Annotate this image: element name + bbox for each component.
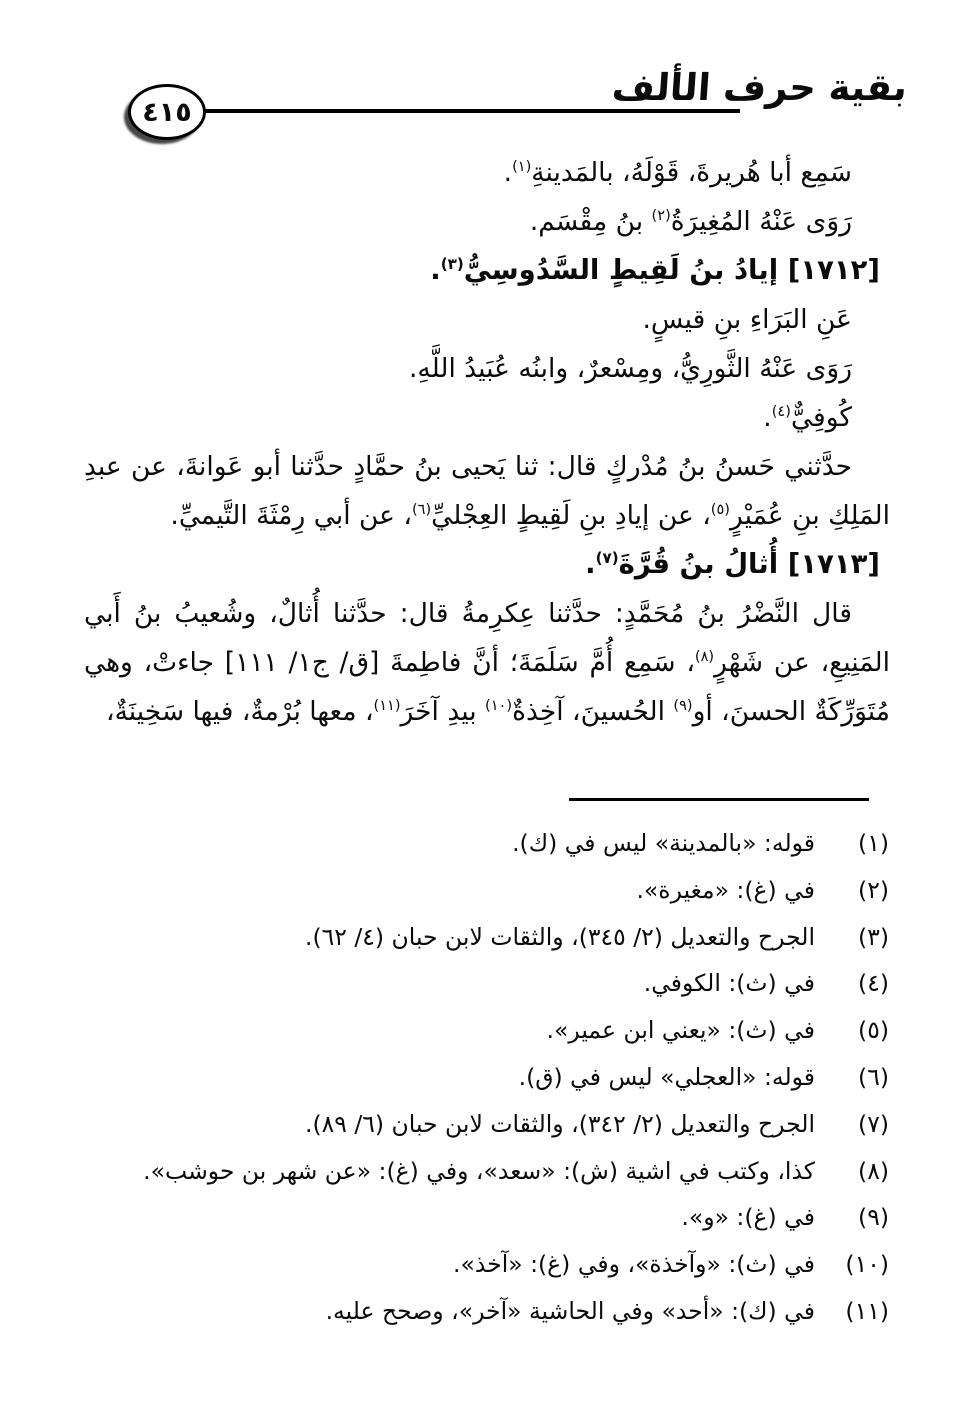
footnote-number: (١٠) (845, 1250, 889, 1279)
body-paragraph (84, 148, 890, 197)
text-run: ، عن أبي رِمْثَةَ التَّيميِّ. (170, 500, 412, 531)
text-run: [١٧١٢] إيادُ بنُ لَقِيطٍ السَّدُوسِيُّ (463, 254, 880, 286)
footnote-item (95, 914, 889, 961)
footnote-text: الجرح والتعديل (٢/ ٣٤٢)، والثقات لابن حبان (٦/ ٨٩). (304, 1109, 815, 1138)
page-number: ٤١٥ (142, 96, 192, 128)
footnote-ref: (٩) (673, 697, 693, 715)
footnote-number: (٤) (858, 969, 889, 998)
footnote-number: (٦) (858, 1062, 889, 1091)
footnote-ref: (١٠) (485, 697, 513, 715)
text-run: رَوَى عَنْهُ الثَّورِيُّ، ومِسْعرٌ، وابنُه عُبَيدُ اللَّهِ. (409, 353, 852, 384)
footnote-number: (٩) (858, 1203, 889, 1232)
body-paragraph (84, 344, 890, 393)
footnote-ref: (٣) (440, 254, 464, 273)
footnote-item (95, 1054, 889, 1101)
footnote-item (95, 1148, 889, 1195)
header-rule (200, 109, 740, 113)
text-run: بنُ مِقْسَم. (529, 206, 652, 237)
text-run: . (763, 402, 772, 433)
footnote-item (95, 1194, 889, 1241)
section-title-calligraphy: بقية حرف الألف (610, 66, 909, 109)
page-header (0, 66, 971, 148)
text-run: ، سَمِع أُمَّ سَلَمَةَ؛ أنَّ فاطِمةَ [ق/ ج١/ ١١١] جاءتْ، وهي مُتَوَرِّكَةٌ الحسنَ، أو (84, 647, 890, 727)
footnote-text: في (ث): «يعني ابن عمير». (546, 1016, 815, 1045)
footnote-item (95, 1288, 889, 1335)
footnote-text: كذا، وكتب في اشية (ش): «سعد»، وفي (غ): «عن شهر بن حوشب». (143, 1156, 815, 1185)
text-run: حدَّثني حَسنُ بنُ مُدْركٍ قال: ثنا يَحيى بنُ حمَّادٍ حدَّثنا أبو عَوانةَ، عن عبدِ المَلِكِ بنِ عُمَيْرٍ (84, 451, 890, 531)
footnote-text: في (غ): «و». (681, 1203, 815, 1232)
footnote-ref: (٥) (710, 501, 730, 519)
footnote-item (95, 820, 889, 867)
footnote-number: (٧) (858, 1109, 889, 1138)
footnote-item (95, 1101, 889, 1148)
text-run: [١٧١٣] أُثالُ بنُ قُرَّةَ (618, 548, 880, 580)
entry-heading (84, 540, 890, 589)
footnote-ref: (٦) (411, 501, 432, 519)
footnote-number: (٢) (858, 875, 889, 904)
text-run: . (585, 548, 596, 580)
text-run: رَوَى عَنْهُ المُغِيرَةُ (670, 206, 852, 237)
footnote-separator (569, 798, 869, 801)
footnotes-section (95, 820, 889, 1335)
body-paragraph (84, 197, 890, 246)
body-paragraph (84, 295, 890, 344)
footnote-text: في (ث): الكوفي. (643, 969, 815, 998)
footnote-text: الجرح والتعديل (٢/ ٣٤٥)، والثقات لابن حبان (٤/ ٦٢). (304, 922, 815, 951)
footnote-ref: (٤) (771, 403, 791, 421)
text-run: سَمِع أبا هُريرةَ، قَوْلَهُ، بالمَدينةِ (531, 157, 852, 188)
footnote-number: (٥) (858, 1016, 889, 1045)
footnote-item (95, 1007, 889, 1054)
footnote-ref: (٨) (694, 648, 715, 666)
page-number-badge (128, 84, 206, 140)
text-run: . (503, 157, 513, 188)
footnote-item (95, 867, 889, 914)
text-run: ، عن إيادِ بنِ لَقِيطٍ العِجْليِّ (431, 500, 711, 531)
text-run: ، معها بُرْمةٌ، فيها سَخِينَةٌ، (106, 696, 374, 727)
text-run: الحُسينَ، آخِذةٌ (512, 696, 674, 727)
text-run: . (430, 254, 441, 286)
text-run: قال النَّضْرُ بنُ مُحَمَّدٍ: حدَّثنا عِكرِمةُ قال: حدَّثنا أُثالٌ، وشُعيبُ بنُ أَبي المَنِيعِ، عن شَهْرٍ (84, 598, 890, 678)
footnote-number: (٣) (858, 922, 889, 951)
entry-heading (84, 246, 890, 295)
text-run: بيدِ آخَرَ (400, 696, 486, 727)
footnote-number: (١١) (845, 1296, 889, 1325)
body-paragraph (84, 589, 890, 736)
footnote-item (95, 1241, 889, 1288)
footnote-ref: (١١) (373, 697, 401, 715)
footnote-text: قوله: «العجلي» ليس في (ق). (518, 1062, 815, 1091)
text-run: كُوفِيٌّ (790, 402, 852, 433)
footnote-ref: (٢) (651, 207, 671, 225)
footnote-ref: (١) (512, 158, 532, 176)
text-run: عَنِ البَرَاءِ بنِ قيسٍ. (642, 304, 852, 335)
footnote-number: (٨) (858, 1156, 889, 1185)
body-paragraph (84, 393, 890, 442)
footnote-text: قوله: «بالمدينة» ليس في (ك). (512, 829, 815, 857)
footnote-ref: (٧) (595, 548, 619, 567)
footnote-text: في (غ): «مغيرة». (636, 875, 815, 904)
main-text (84, 148, 890, 736)
footnote-text: في (ث): «وآخذة»، وفي (غ): «آخذ». (452, 1250, 815, 1279)
body-paragraph (84, 442, 890, 540)
footnote-number: (١) (858, 829, 889, 857)
footnote-text: في (ك): «أحد» وفي الحاشية «آخر»، وصحح عليه. (325, 1296, 815, 1325)
footnote-item (95, 960, 889, 1007)
